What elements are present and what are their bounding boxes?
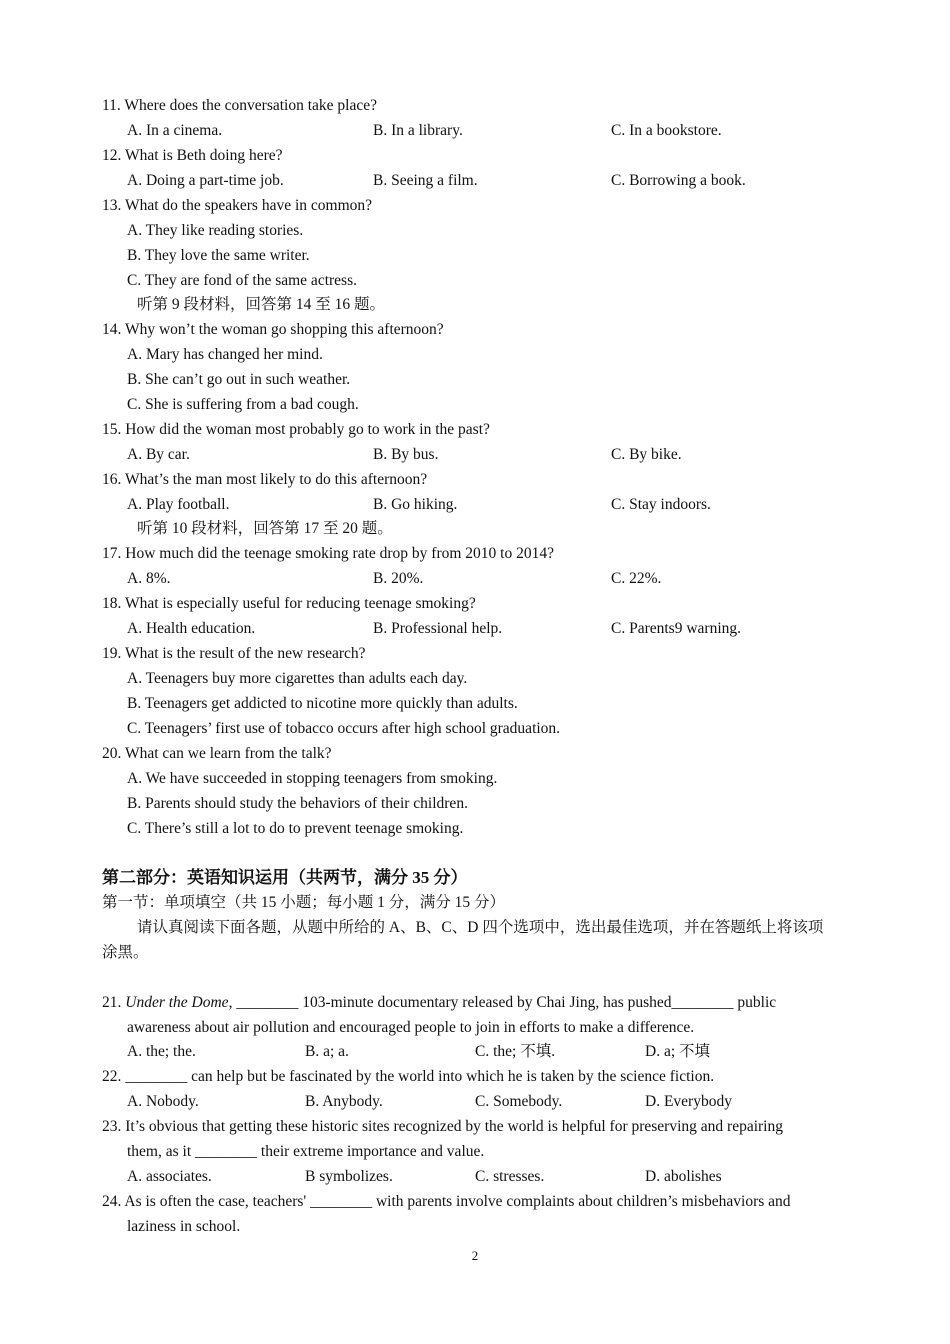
option-a: A. Nobody. [127,1093,199,1110]
option-a: A. associates. [127,1168,212,1185]
option-a: A. Play football. [127,496,230,513]
option-d: D. a; 不填 [645,1043,711,1060]
option-c: C. Teenagers’ first use of tobacco occurs after high school graduation. [127,720,561,737]
question-21 [102,993,776,1013]
option-a: A. Mary has changed her mind. [127,346,323,363]
question-21-continued: awareness about air pollution and encouraged people to join in efforts to make a difference. [127,1019,695,1036]
option-d: D. abolishes [645,1168,722,1185]
option-b: B. Parents should study the behaviors of their children. [127,795,468,812]
question-16: 16. What’s the man most likely to do this afternoon? [102,471,428,488]
option-b: B. In a library. [373,122,463,139]
question-19: 19. What is the result of the new research? [102,645,366,662]
option-c: C. stresses. [475,1168,545,1185]
option-a: A. 8%. [127,570,171,587]
option-d: D. Everybody [645,1093,732,1110]
option-c: C. In a bookstore. [611,122,722,139]
question-22: 22. ________ can help but be fascinated by the world into which he is taken by the science fiction. [102,1068,715,1085]
film-title: Under the Dome [125,994,229,1011]
option-b: B. a; a. [305,1043,349,1060]
option-c: C. She is suffering from a bad cough. [127,396,359,413]
option-c: C. Parents9 warning. [611,620,742,637]
question-24-continued: laziness in school. [127,1218,241,1235]
option-a: A. By car. [127,446,190,463]
option-b: B. Anybody. [305,1093,383,1110]
option-c: C. Somebody. [475,1093,563,1110]
question-20: 20. What can we learn from the talk? [102,745,332,762]
question-13: 13. What do the speakers have in common? [102,197,373,214]
segment-9-instruction: 听第 9 段材料，回答第 14 至 16 题。 [137,296,386,313]
directions-line-2: 涂黑。 [102,944,149,961]
option-b: B. Professional help. [373,620,503,637]
option-c: C. By bike. [611,446,682,463]
question-18: 18. What is especially useful for reducing teenage smoking? [102,595,476,612]
question-23-continued: them, as it ________ their extreme importance and value. [127,1143,485,1160]
question-15: 15. How did the woman most probably go to work in the past? [102,421,490,438]
option-b: B. Teenagers get addicted to nicotine more quickly than adults. [127,695,518,712]
option-b: B symbolizes. [305,1168,393,1185]
option-c: C. There’s still a lot to do to prevent teenage smoking. [127,820,464,837]
option-a: A. Health education. [127,620,256,637]
option-c: C. Stay indoors. [611,496,711,513]
option-b: B. Seeing a film. [373,172,478,189]
option-a: A. Doing a part-time job. [127,172,284,189]
question-number: 21. [102,994,122,1011]
directions-line-1: 请认真阅读下面各题，从题中所给的 A、B、C、D 四个选项中，选出最佳选项，并在答题纸上将该项 [137,919,824,936]
page-number: 2 [471,1248,479,1263]
section-1-heading: 第一节：单项填空（共 15 小题；每小题 1 分，满分 15 分） [102,894,506,911]
option-c: C. Borrowing a book. [611,172,746,189]
option-a: A. In a cinema. [127,122,223,139]
question-12: 12. What is Beth doing here? [102,147,283,164]
question-text: , ________ 103-minute documentary released by Chai Jing, has pushed________ public [228,994,777,1011]
option-c: C. the; 不填. [475,1043,556,1060]
option-c: C. They are fond of the same actress. [127,272,357,289]
option-b: B. By bus. [373,446,439,463]
question-11: 11. Where does the conversation take place? [102,97,378,114]
question-14: 14. Why won’t the woman go shopping this afternoon? [102,321,444,338]
option-a: A. the; the. [127,1043,196,1060]
option-b: B. They love the same writer. [127,247,310,264]
option-a: A. We have succeeded in stopping teenagers from smoking. [127,770,498,787]
option-c: C. 22%. [611,570,662,587]
question-17: 17. How much did the teenage smoking rate drop by from 2010 to 2014? [102,545,554,562]
question-24: 24. As is often the case, teachers' ________ with parents involve complaints about children’s misbehaviors and [102,1193,791,1210]
option-a: A. Teenagers buy more cigarettes than adults each day. [127,670,468,687]
segment-10-instruction: 听第 10 段材料，回答第 17 至 20 题。 [137,520,393,537]
option-b: B. 20%. [373,570,424,587]
question-23: 23. It’s obvious that getting these historic sites recognized by the world is helpful for preserving and repairing [102,1118,783,1135]
option-b: B. She can’t go out in such weather. [127,371,351,388]
option-a: A. They like reading stories. [127,222,304,239]
option-b: B. Go hiking. [373,496,458,513]
part-2-heading: 第二部分：英语知识运用（共两节，满分 35 分） [102,868,468,887]
